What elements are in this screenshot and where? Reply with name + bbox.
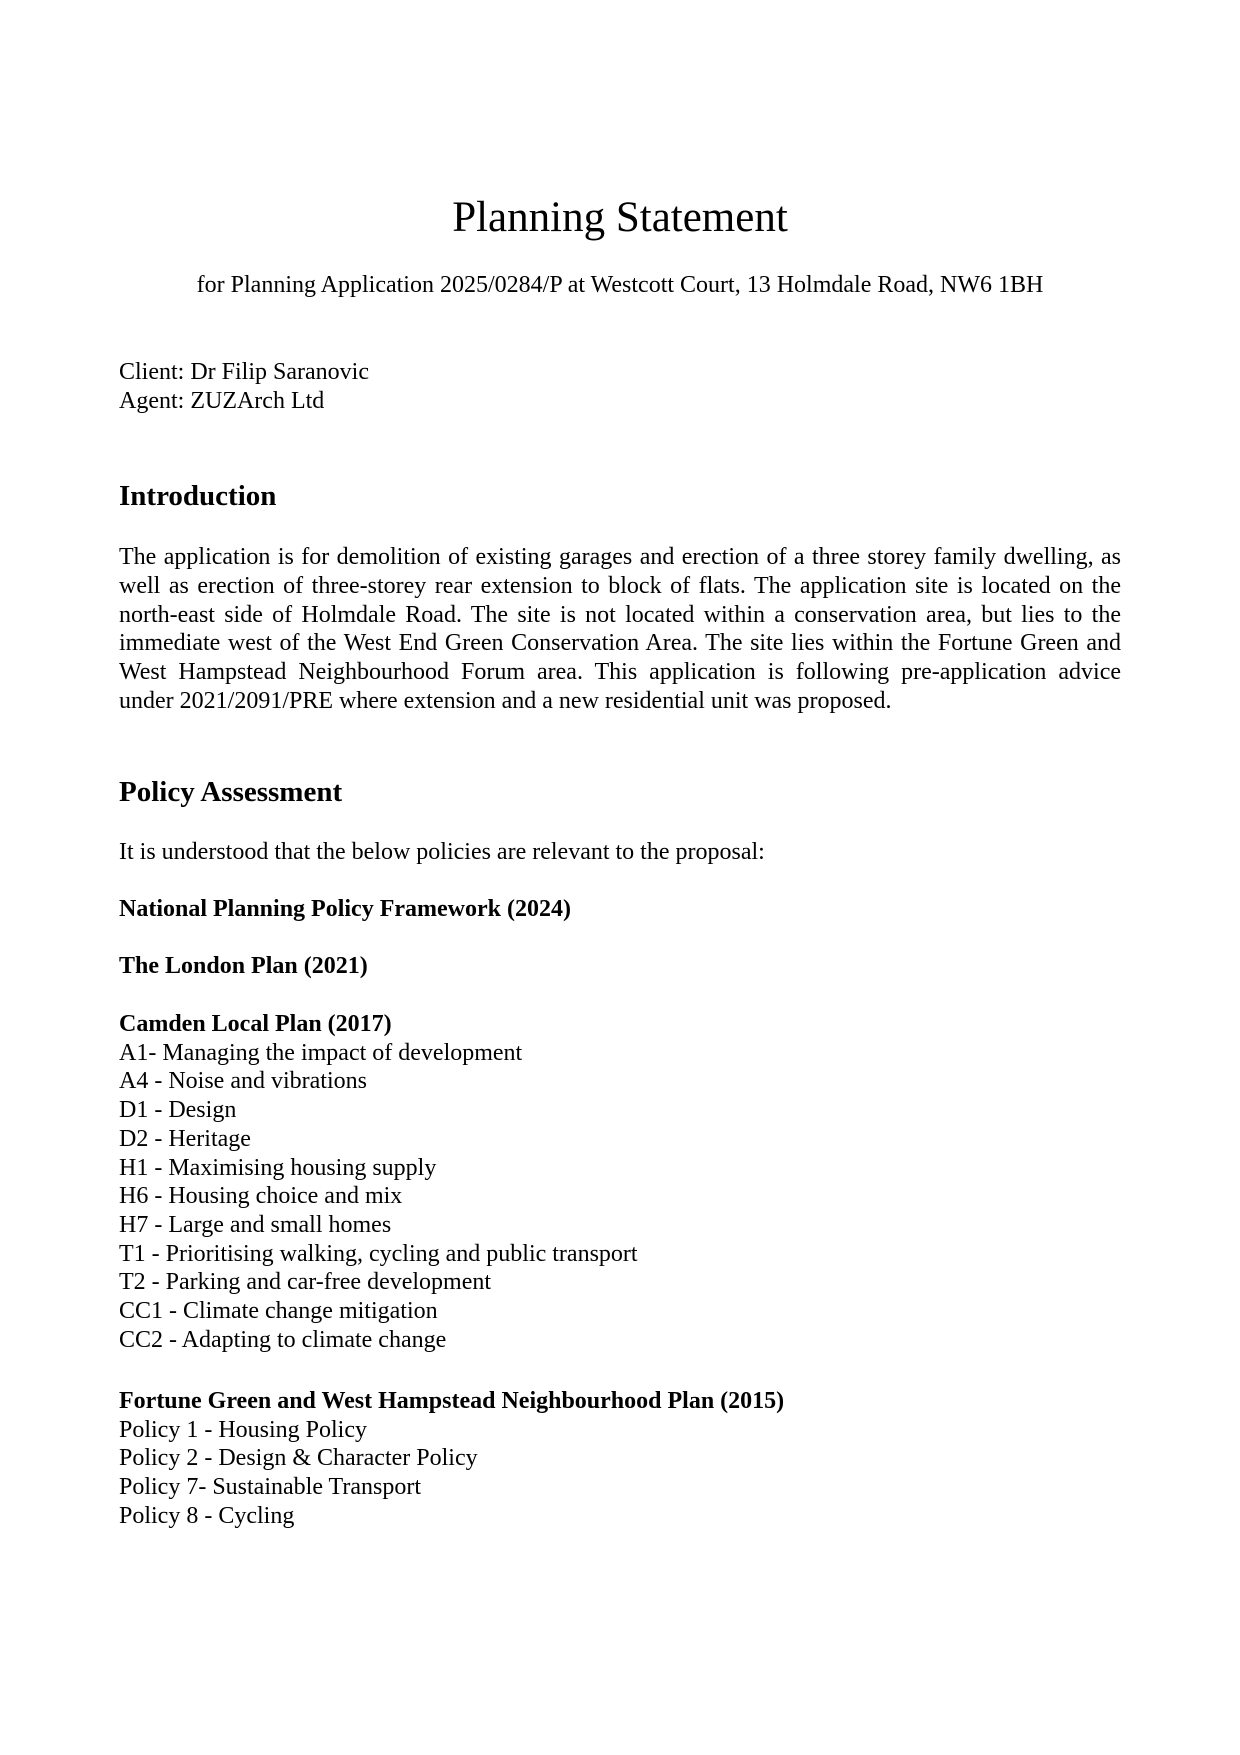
list-item: H7 - Large and small homes — [119, 1211, 392, 1238]
policy-intro-text: It is understood that the below policies are relevant to the proposal: — [119, 839, 765, 865]
list-item: Policy 8 - Cycling — [119, 1502, 295, 1529]
list-item: H1 - Maximising housing supply — [119, 1154, 437, 1181]
list-item: CC1 - Climate change mitigation — [119, 1298, 438, 1325]
list-item: D2 - Heritage — [119, 1125, 251, 1152]
list-item: A1- Managing the impact of development — [119, 1039, 523, 1066]
list-item: H6 - Housing choice and mix — [119, 1183, 403, 1210]
neighbourhood-plan-section — [119, 1387, 1121, 1531]
client-line: Client: Dr Filip Saranovic — [119, 359, 369, 385]
list-item: T2 - Parking and car-free development — [119, 1269, 492, 1296]
list-item: T1 - Prioritising walking, cycling and public transport — [119, 1240, 638, 1267]
introduction-paragraph: The application is for demolition of existing garages and erection of a three storey family dwelling, as well as erection of three-storey rear extension to block of flats. The application site is located on the north-east side of Holmdale Road. The site is not located within a conservation area, but lies to the immediate west of the West End Green Conservation Area. The site lies within the Fortune Green and West Hampstead Neighbourhood Forum area. This application is following pre-application advice under 2021/2091/PRE where extension and a new residential unit was proposed. — [119, 544, 1121, 714]
list-item: D1 - Design — [119, 1097, 237, 1124]
nppf-heading: National Planning Policy Framework (2024) — [119, 896, 571, 922]
camden-local-plan-section — [119, 1010, 1121, 1354]
introduction-heading: Introduction — [119, 480, 277, 512]
page-title: Planning Statement — [452, 194, 788, 241]
list-item: Policy 2 - Design & Character Policy — [119, 1445, 478, 1472]
list-item: Policy 1 - Housing Policy — [119, 1416, 368, 1443]
list-item: CC2 - Adapting to climate change — [119, 1326, 447, 1353]
agent-line: Agent: ZUZArch Ltd — [119, 387, 325, 414]
list-item: A4 - Noise and vibrations — [119, 1068, 367, 1095]
neighbourhood-heading: Fortune Green and West Hampstead Neighbourhood Plan (2015) — [119, 1388, 785, 1414]
policy-assessment-heading: Policy Assessment — [119, 776, 343, 808]
client-agent-block — [119, 358, 1121, 415]
camden-heading: Camden Local Plan (2017) — [119, 1011, 392, 1037]
page-subtitle: for Planning Application 2025/0284/P at Westcott Court, 13 Holmdale Road, NW6 1BH — [196, 272, 1044, 298]
list-item: Policy 7- Sustainable Transport — [119, 1474, 422, 1501]
london-plan-heading: The London Plan (2021) — [119, 953, 368, 979]
